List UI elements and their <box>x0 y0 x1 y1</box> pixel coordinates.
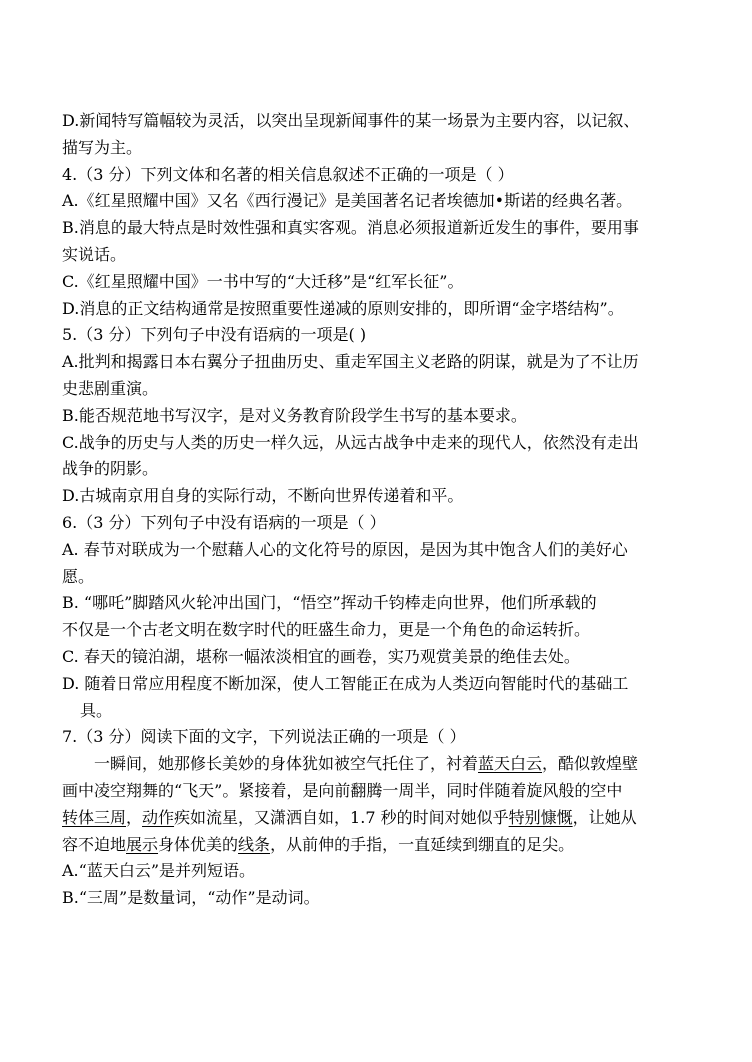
q6-option-a-line2: 愿。 <box>62 566 95 586</box>
question-5-stem: 5.（3 分）下列句子中没有语病的一项是( ) <box>62 325 367 345</box>
q5-option-c-line2: 战争的阴影。 <box>62 459 159 479</box>
q4-option-b-line2: 实说话。 <box>62 244 127 264</box>
q5-option-a-line2: 史悲剧重演。 <box>62 378 159 398</box>
passage-line-3: 转体三周，动作疾如流星，又潇洒自如，1.7 秒的时间对她似乎特别慷慨，让她从 <box>62 807 637 827</box>
q6-option-c: C. 春天的镜泊湖，堪称一幅浓淡相宜的画卷，实乃观赏美景的绝佳去处。 <box>62 646 580 666</box>
q6-option-d-line2: 具。 <box>80 700 113 720</box>
q5-option-d: D.古城南京用自身的实际行动，不断向世界传递着和平。 <box>62 486 464 506</box>
underlined-xiantiao: 线条 <box>238 834 271 854</box>
q6-option-b-line1: B. “哪吒”脚踏风火轮冲出国门，“悟空”挥动千钧棒走向世界，他们所承载的 <box>62 593 597 613</box>
q7-option-b: B.“三周”是数量词，“动作”是动词。 <box>62 888 320 908</box>
q7-option-a: A.“蓝天白云”是并列短语。 <box>62 861 256 881</box>
q5-option-a-line1: A.批判和揭露日本右翼分子扭曲历史、重走军国主义老路的阴谋，就是为了不让历 <box>62 352 639 372</box>
underlined-lantian-baiyun: 蓝天白云 <box>478 754 543 774</box>
passage-line-2: 画中凌空翔舞的“飞天”。紧接着，是向前翻腾一周半，同时伴随着旋风般的空中 <box>62 780 623 800</box>
q6-option-b-line2: 不仅是一个古老文明在数字时代的旺盛生命力，更是一个角色的命运转折。 <box>62 620 591 640</box>
q4-option-d: D.消息的正文结构通常是按照重要性递减的原则安排的，即所谓“金字塔结构”。 <box>62 298 624 318</box>
question-4-stem: 4.（3 分）下列文体和名著的相关信息叙述不正确的一项是（ ） <box>62 164 514 184</box>
q4-option-c: C.《红星照耀中国》一书中写的“大迁移”是“红军长征”。 <box>62 271 464 291</box>
q5-option-b: B.能否规范地书写汉字，是对义务教育阶段学生书写的基本要求。 <box>62 405 527 425</box>
exam-content <box>62 108 692 912</box>
q6-option-d-line1: D. 随着日常应用程度不断加深，使人工智能正在成为人类迈向智能时代的基础工 <box>62 673 629 693</box>
underlined-dongzuo: 动作 <box>142 807 175 827</box>
passage-line-4: 容不迫地展示身体优美的线条，从前伸的手指，一直延续到绷直的足尖。 <box>62 834 575 854</box>
q3-option-d-line1: D.新闻特写篇幅较为灵活，以突出呈现新闻事件的某一场景为主要内容，以记叙、 <box>62 111 640 130</box>
q4-option-a: A.《红星照耀中国》又名《西行漫记》是美国著名记者埃德加•斯诺的经典名著。 <box>62 191 633 211</box>
q6-option-a-line1: A. 春节对联成为一个慰藉人心的文化符号的原因，是因为其中饱含人们的美好心 <box>62 539 628 559</box>
passage-line-1: 一瞬间，她那修长美妙的身体犹如被空气托住了，衬着蓝天白云，酷似敦煌壁 <box>94 754 639 774</box>
underlined-tebie-kangkai: 特别慷慨 <box>508 807 573 827</box>
q3-option-d-line2: 描写为主。 <box>62 137 143 157</box>
underlined-zhanshi: 展示 <box>126 834 159 854</box>
underlined-zhuanti-sanzhou: 转体三周 <box>62 807 127 827</box>
q5-option-c-line1: C.战争的历史与人类的历史一样久远，从远古战争中走来的现代人，依然没有走出 <box>62 432 639 452</box>
question-7-stem: 7.（3 分）阅读下面的文字，下列说法正确的一项是（ ） <box>62 727 466 747</box>
q4-option-b-line1: B.消息的最大特点是时效性强和真实客观。消息必须报道新近发生的事件，要用事 <box>62 218 639 238</box>
question-6-stem: 6.（3 分）下列句子中没有语病的一项是（ ） <box>62 512 386 532</box>
